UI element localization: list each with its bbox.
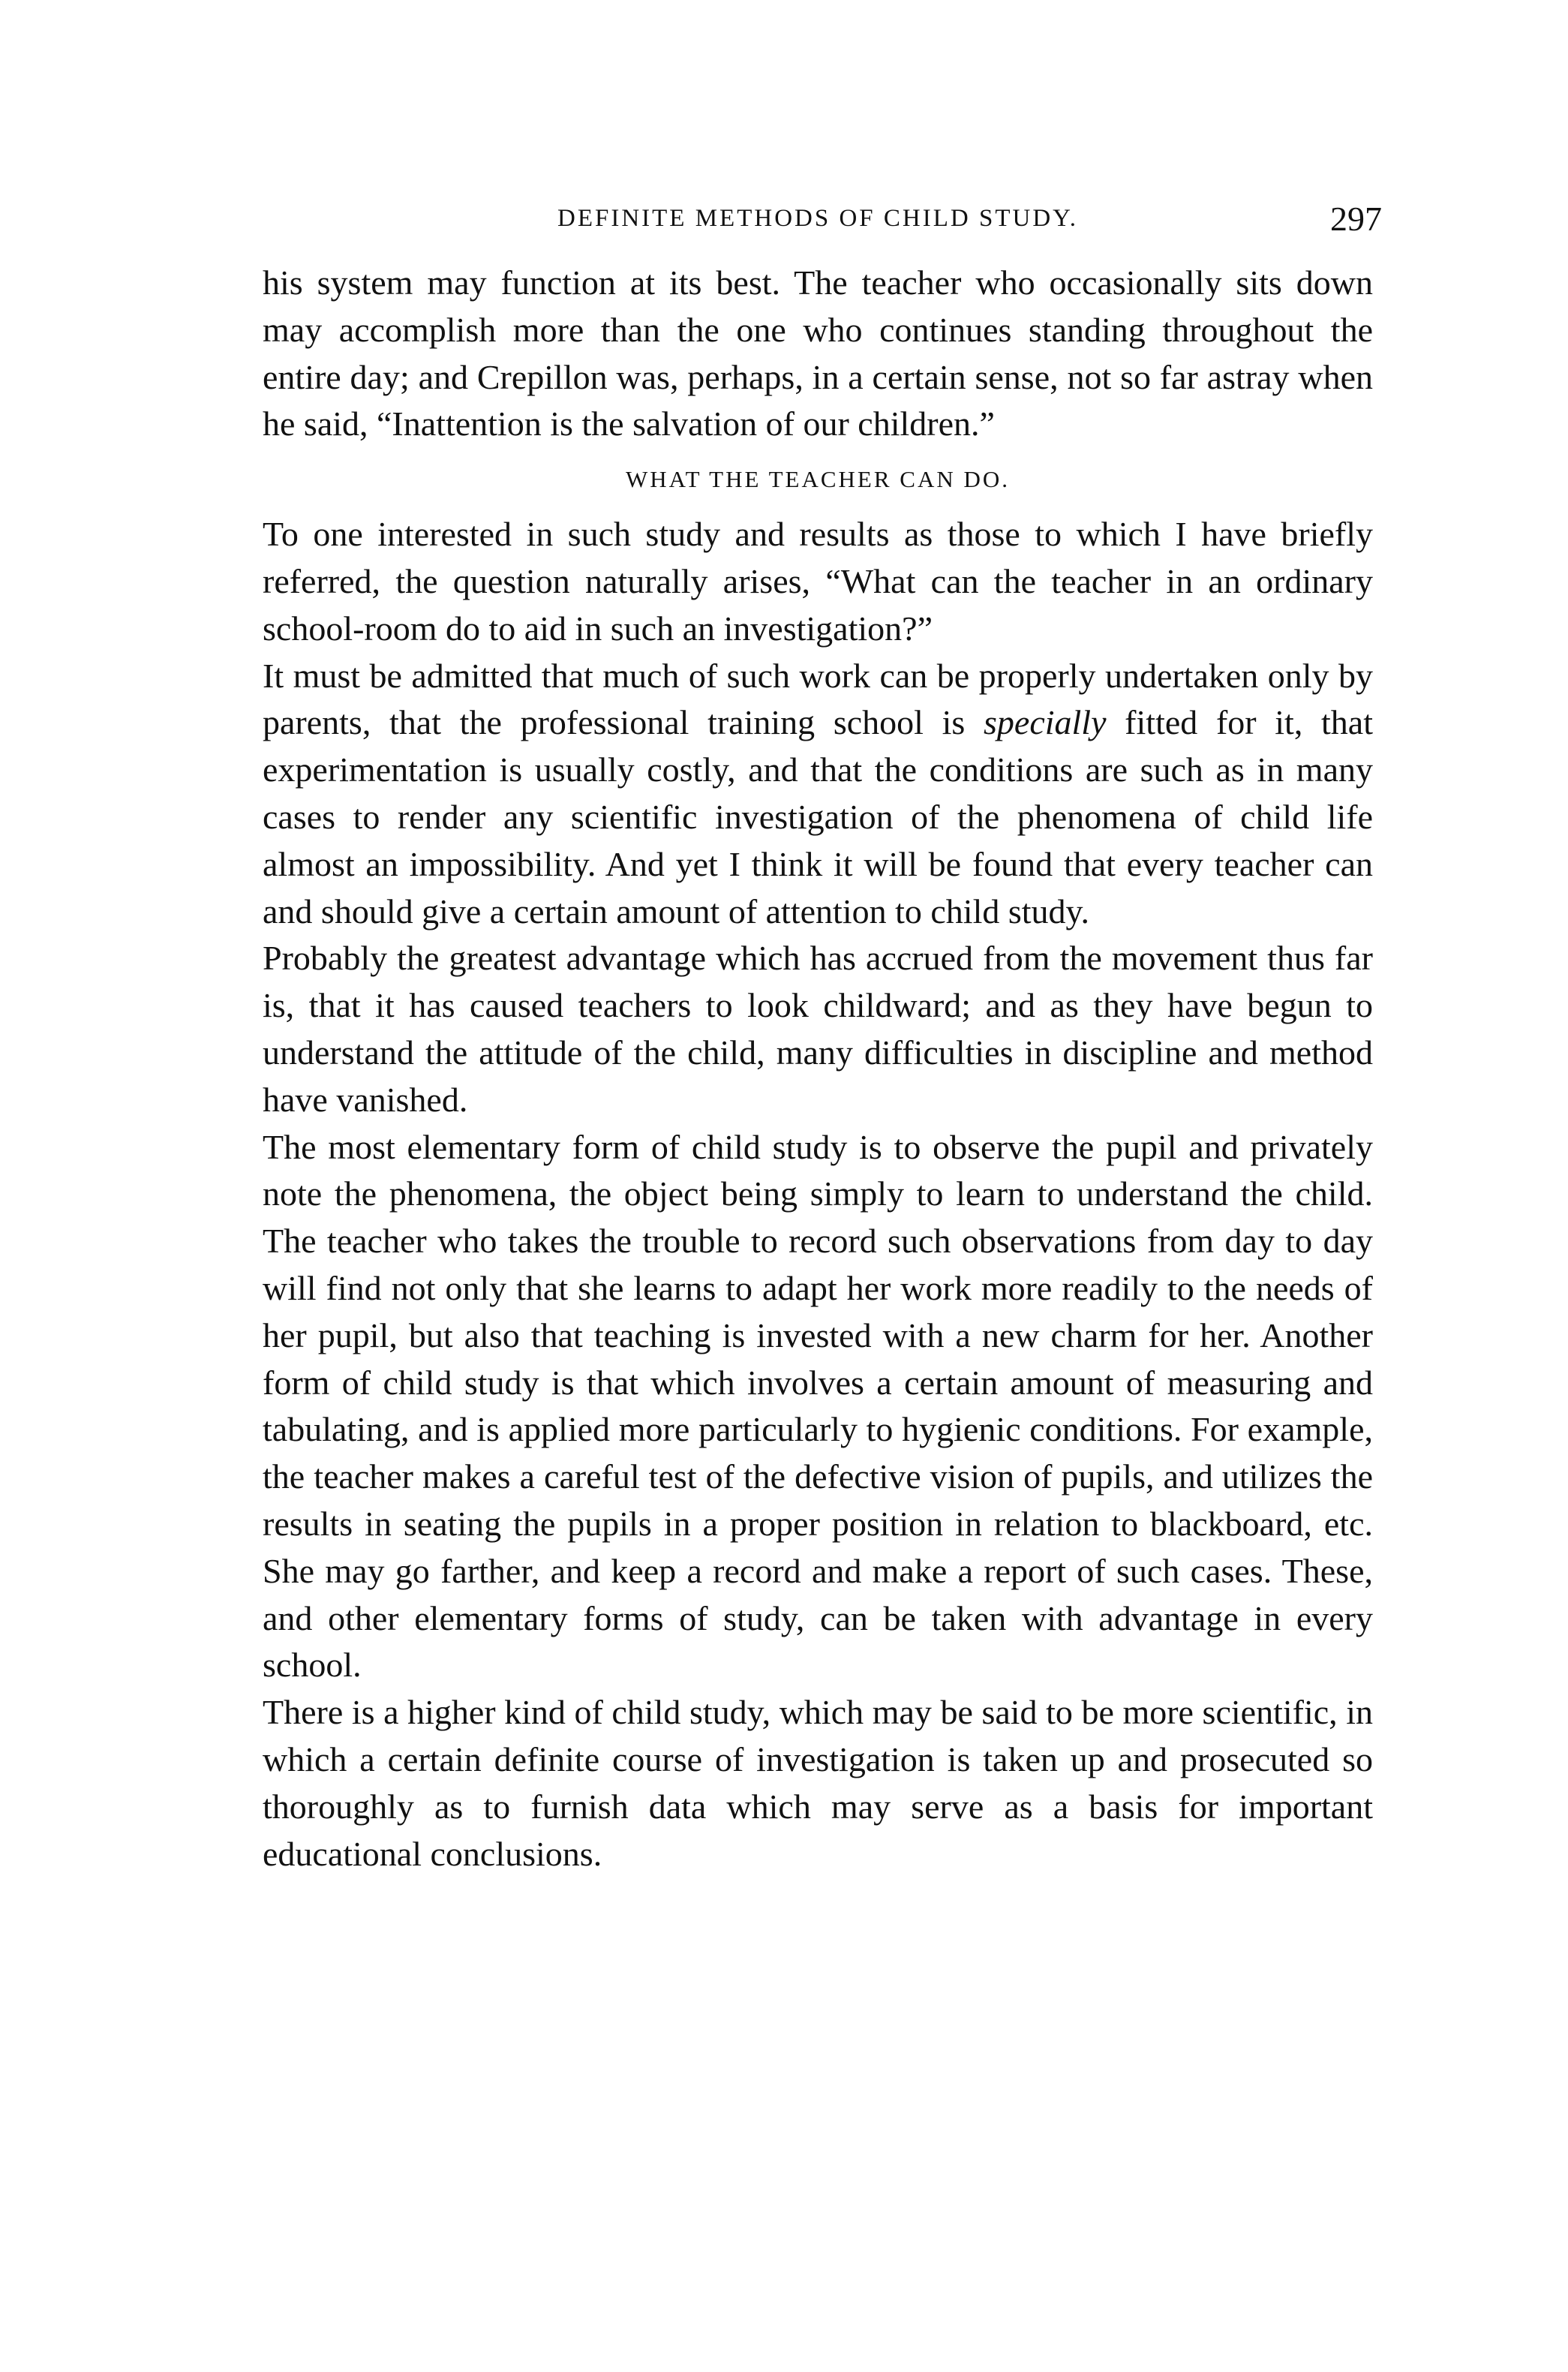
paragraph: The most elementary form of child study is to observe the pupil and privately note the phenomena, the object being simply to learn to understand the child. The teacher who takes the trouble to record such observations from day to day will find not only that she learns to adapt her work more readily to the needs of her pupil, but also that teaching is invested with a new charm for her. Another form of child study is that which involves a certain amount of measuring and tabulating, and is applied more particularly to hygienic conditions. For example, the teacher makes a careful test of the defective vision of pupils, and utilizes the results in seating the pupils in a proper position in relation to blackboard, etc. She may go farther, and keep a record and make a report of such cases. These, and other elementary forms of study, can be taken with advantage in every school. xyxy=(263,1127,1373,1685)
page-number: 297 xyxy=(1330,200,1382,238)
paragraph: To one interested in such study and results as those to which I have briefly referred, the question naturally arises, “What can the teacher in an ordinary school-room do to aid in such an investigation?” xyxy=(263,515,1373,648)
page-header xyxy=(263,199,1382,251)
body-text xyxy=(263,260,1373,1877)
paragraph: Probably the greatest advantage which has accrued from the movement thus far is, that it has caused teachers to look childward; and as they have begun to understand the attitude of the child, many difficulties in discipline and method have vanished. xyxy=(263,939,1373,1119)
paragraph-text: It must be admitted that much of such work can be properly undertaken only by parents, that the professional training school is xyxy=(263,656,1373,742)
emphasized-word: specially xyxy=(984,703,1107,742)
paragraph xyxy=(263,653,1373,936)
running-title: DEFINITE METHODS OF CHILD STUDY. xyxy=(557,205,1078,232)
paragraph-continued: his system may function at its best. The teacher who occasionally sits down may accomplish more than the one who continues standing throughout the entire day; and Crepillon was, perhaps, in a certain sense, not so far astray when he said, “Inattention is the salvation of our children.” xyxy=(263,263,1373,443)
section-heading: WHAT THE TEACHER CAN DO. xyxy=(625,466,1011,493)
paragraph-text: fitted for it, that experimentation is usually costly, and that the conditions are such as in many cases to render any scientific investigation of the phenomena of child life almost an impossibility. And yet I think it will be found that every teacher can and should give a certain amount of attention to child study. xyxy=(263,703,1373,930)
paragraph: There is a higher kind of child study, which may be said to be more scientific, in which a certain definite course of investigation is taken up and prosecuted so thoroughly as to furnish data which may serve as a basis for important educational conclusions. xyxy=(263,1693,1373,1873)
